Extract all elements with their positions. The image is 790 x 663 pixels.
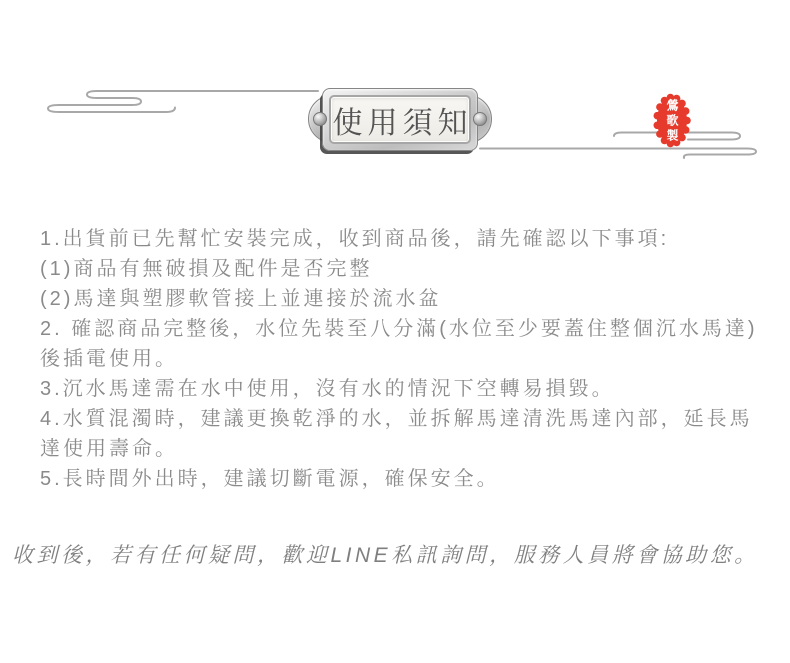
maker-seal — [652, 92, 692, 150]
plaque-panel — [329, 95, 471, 144]
instructions-list — [40, 224, 770, 494]
instruction-line: 後插電使用。 — [40, 348, 178, 370]
title-plaque — [308, 88, 492, 151]
plaque-body — [322, 88, 478, 151]
cloud-right-lower-icon — [480, 149, 756, 159]
rivet-icon-right — [473, 112, 487, 126]
instruction-line: 2. 確認商品完整後，水位先裝至八分滿(水位至少要蓋住整個沉水馬達) — [40, 318, 758, 340]
instruction-line: 3.沉水馬達需在水中使用，沒有水的情況下空轉易損毀。 — [40, 378, 615, 400]
rivet-icon-left — [313, 112, 327, 126]
instruction-line: 1.出貨前已先幫忙安裝完成，收到商品後，請先確認以下事項: — [40, 228, 670, 250]
seal-text: 鶯歌製 — [665, 98, 679, 144]
instruction-line: 5.長時間外出時，建議切斷電源，確保安全。 — [40, 468, 500, 490]
instruction-line: 達使用壽命。 — [40, 438, 178, 460]
footer-note: 收到後，若有任何疑問，歡迎LINE私訊詢問，服務人員將會協助您。 — [12, 544, 759, 567]
cloud-left-icon — [48, 91, 318, 112]
page-title: 使用須知 — [332, 106, 473, 140]
instruction-line: (1)商品有無破損及配件是否完整 — [40, 258, 373, 280]
instruction-line: (2)馬達與塑膠軟管接上並連接於流水盆 — [40, 288, 442, 310]
instruction-line: 4.水質混濁時，建議更換乾淨的水，並拆解馬達清洗馬達內部，延長馬 — [40, 408, 753, 430]
